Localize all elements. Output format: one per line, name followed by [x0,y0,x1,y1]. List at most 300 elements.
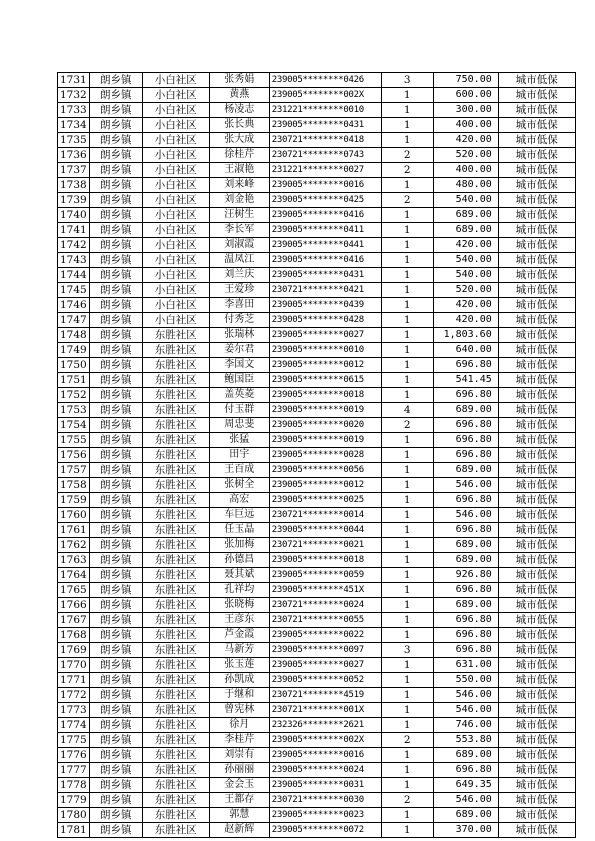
community-cell: 东胜社区 [142,523,209,538]
row-number-cell: 1767 [58,613,90,628]
town-cell: 朗乡镇 [89,178,142,193]
recipient-name-cell: 汪树生 [209,208,269,223]
town-cell: 朗乡镇 [89,418,142,433]
recipient-name-cell: 张玉莲 [209,658,269,673]
assistance-type-cell: 城市低保 [498,118,575,133]
town-cell: 朗乡镇 [89,373,142,388]
amount-cell: 420.00 [433,238,498,253]
id-number-cell: 239005********0023 [269,808,381,823]
table-row [58,688,576,703]
assistance-type-cell: 城市低保 [498,358,575,373]
row-number-cell: 1751 [58,373,90,388]
town-cell: 朗乡镇 [89,358,142,373]
id-number-cell: 239005********0439 [269,298,381,313]
recipient-name-cell: 姜尔君 [209,343,269,358]
id-number-cell: 239005********0016 [269,178,381,193]
table-row [58,553,576,568]
assistance-type-cell: 城市低保 [498,583,575,598]
row-number-cell: 1747 [58,313,90,328]
community-cell: 小白社区 [142,208,209,223]
household-count-cell: 1 [381,823,433,838]
community-cell: 小白社区 [142,298,209,313]
table-row [58,703,576,718]
community-cell: 小白社区 [142,178,209,193]
assistance-type-cell: 城市低保 [498,223,575,238]
id-number-cell: 231221********0010 [269,103,381,118]
town-cell: 朗乡镇 [89,613,142,628]
table-row [58,508,576,523]
assistance-type-cell: 城市低保 [498,373,575,388]
table-row [58,463,576,478]
id-number-cell: 239005********0072 [269,823,381,838]
id-number-cell: 231221********0027 [269,163,381,178]
id-number-cell: 230721********0055 [269,613,381,628]
community-cell: 小白社区 [142,223,209,238]
community-cell: 东胜社区 [142,328,209,343]
recipient-name-cell: 张加梅 [209,538,269,553]
household-count-cell: 1 [381,778,433,793]
recipient-name-cell: 王淑艳 [209,163,269,178]
household-count-cell: 1 [381,238,433,253]
id-number-cell: 239005********002X [269,88,381,103]
table-row [58,493,576,508]
town-cell: 朗乡镇 [89,283,142,298]
town-cell: 朗乡镇 [89,748,142,763]
household-count-cell: 1 [381,208,433,223]
row-number-cell: 1768 [58,628,90,643]
amount-cell: 689.00 [433,403,498,418]
town-cell: 朗乡镇 [89,508,142,523]
community-cell: 东胜社区 [142,628,209,643]
town-cell: 朗乡镇 [89,88,142,103]
assistance-type-cell: 城市低保 [498,808,575,823]
recipient-name-cell: 付秀芝 [209,313,269,328]
household-count-cell: 4 [381,403,433,418]
recipient-name-cell: 张大成 [209,133,269,148]
row-number-cell: 1778 [58,778,90,793]
community-cell: 东胜社区 [142,733,209,748]
table-row [58,613,576,628]
id-number-cell: 239005********0431 [269,118,381,133]
assistance-type-cell: 城市低保 [498,133,575,148]
recipient-name-cell: 张长典 [209,118,269,133]
town-cell: 朗乡镇 [89,688,142,703]
community-cell: 东胜社区 [142,538,209,553]
id-number-cell: 239005********0022 [269,628,381,643]
household-count-cell: 1 [381,598,433,613]
table-row [58,238,576,253]
town-cell: 朗乡镇 [89,133,142,148]
assistance-type-cell: 城市低保 [498,283,575,298]
assistance-type-cell: 城市低保 [498,268,575,283]
assistance-type-cell: 城市低保 [498,253,575,268]
community-cell: 东胜社区 [142,613,209,628]
amount-cell: 300.00 [433,103,498,118]
assistance-type-cell: 城市低保 [498,823,575,838]
table-row [58,733,576,748]
assistance-type-cell: 城市低保 [498,208,575,223]
household-count-cell: 1 [381,688,433,703]
recipient-name-cell: 孙凯成 [209,673,269,688]
amount-cell: 640.00 [433,343,498,358]
table-row [58,328,576,343]
recipient-name-cell: 聂其斌 [209,568,269,583]
recipient-name-cell: 刘金艳 [209,193,269,208]
assistance-type-cell: 城市低保 [498,148,575,163]
row-number-cell: 1741 [58,223,90,238]
amount-cell: 926.80 [433,568,498,583]
amount-cell: 696.80 [433,643,498,658]
assistance-type-cell: 城市低保 [498,448,575,463]
recipient-name-cell: 刘淑霞 [209,238,269,253]
id-number-cell: 239005********0031 [269,778,381,793]
amount-cell: 696.80 [433,358,498,373]
row-number-cell: 1748 [58,328,90,343]
household-count-cell: 1 [381,358,433,373]
row-number-cell: 1746 [58,298,90,313]
id-number-cell: 239005********0019 [269,433,381,448]
community-cell: 东胜社区 [142,463,209,478]
row-number-cell: 1772 [58,688,90,703]
community-cell: 东胜社区 [142,553,209,568]
recipient-name-cell: 王彦东 [209,613,269,628]
id-number-cell: 239005********0012 [269,478,381,493]
town-cell: 朗乡镇 [89,343,142,358]
recipient-name-cell: 金会玉 [209,778,269,793]
table-row [58,88,576,103]
table-row [58,478,576,493]
table-row [58,718,576,733]
town-cell: 朗乡镇 [89,658,142,673]
table-row [58,358,576,373]
town-cell: 朗乡镇 [89,493,142,508]
household-count-cell: 2 [381,793,433,808]
row-number-cell: 1773 [58,703,90,718]
community-cell: 小白社区 [142,103,209,118]
id-number-cell: 230721********0030 [269,793,381,808]
assistance-type-cell: 城市低保 [498,403,575,418]
assistance-type-cell: 城市低保 [498,568,575,583]
table-row [58,628,576,643]
id-number-cell: 239005********0411 [269,223,381,238]
table-row [58,388,576,403]
assistance-type-cell: 城市低保 [498,328,575,343]
community-cell: 东胜社区 [142,583,209,598]
amount-cell: 696.80 [433,523,498,538]
town-cell: 朗乡镇 [89,223,142,238]
town-cell: 朗乡镇 [89,553,142,568]
recipient-name-cell: 马新芳 [209,643,269,658]
amount-cell: 689.00 [433,808,498,823]
assistance-type-cell: 城市低保 [498,508,575,523]
amount-cell: 546.00 [433,703,498,718]
town-cell: 朗乡镇 [89,733,142,748]
amount-cell: 400.00 [433,163,498,178]
recipient-name-cell: 孔祥均 [209,583,269,598]
town-cell: 朗乡镇 [89,148,142,163]
amount-cell: 540.00 [433,268,498,283]
table-row [58,208,576,223]
town-cell: 朗乡镇 [89,433,142,448]
row-number-cell: 1744 [58,268,90,283]
amount-cell: 420.00 [433,298,498,313]
row-number-cell: 1758 [58,478,90,493]
row-number-cell: 1734 [58,118,90,133]
household-count-cell: 1 [381,373,433,388]
amount-cell: 1,803.60 [433,328,498,343]
town-cell: 朗乡镇 [89,643,142,658]
amount-cell: 370.00 [433,823,498,838]
town-cell: 朗乡镇 [89,673,142,688]
row-number-cell: 1763 [58,553,90,568]
household-count-cell: 2 [381,193,433,208]
row-number-cell: 1770 [58,658,90,673]
recipient-name-cell: 车巨远 [209,508,269,523]
community-cell: 东胜社区 [142,568,209,583]
id-number-cell: 239005********0018 [269,388,381,403]
id-number-cell: 239005********0416 [269,208,381,223]
household-count-cell: 1 [381,658,433,673]
table-row [58,643,576,658]
household-count-cell: 1 [381,478,433,493]
town-cell: 朗乡镇 [89,703,142,718]
id-number-cell: 239005********0431 [269,268,381,283]
id-number-cell: 230721********0021 [269,538,381,553]
table-row [58,793,576,808]
table-row [58,763,576,778]
assistance-type-cell: 城市低保 [498,73,575,88]
row-number-cell: 1760 [58,508,90,523]
community-cell: 东胜社区 [142,658,209,673]
household-count-cell: 2 [381,163,433,178]
amount-cell: 546.00 [433,688,498,703]
amount-cell: 696.80 [433,388,498,403]
household-count-cell: 1 [381,298,433,313]
town-cell: 朗乡镇 [89,118,142,133]
community-cell: 东胜社区 [142,448,209,463]
town-cell: 朗乡镇 [89,523,142,538]
community-cell: 东胜社区 [142,388,209,403]
assistance-type-cell: 城市低保 [498,478,575,493]
row-number-cell: 1774 [58,718,90,733]
community-cell: 小白社区 [142,148,209,163]
assistance-type-cell: 城市低保 [498,748,575,763]
household-count-cell: 1 [381,703,433,718]
community-cell: 东胜社区 [142,703,209,718]
row-number-cell: 1752 [58,388,90,403]
recipient-name-cell: 鲍国臣 [209,373,269,388]
amount-cell: 540.00 [433,253,498,268]
community-cell: 东胜社区 [142,373,209,388]
table-row [58,433,576,448]
id-number-cell: 239005********0027 [269,658,381,673]
table-row [58,223,576,238]
id-number-cell: 230721********0024 [269,598,381,613]
recipient-name-cell: 郭慧 [209,808,269,823]
recipient-name-cell: 高宏 [209,493,269,508]
community-cell: 东胜社区 [142,598,209,613]
id-number-cell: 239005********0027 [269,328,381,343]
row-number-cell: 1732 [58,88,90,103]
recipient-name-cell: 李国文 [209,358,269,373]
town-cell: 朗乡镇 [89,568,142,583]
row-number-cell: 1740 [58,208,90,223]
id-number-cell: 239005********0416 [269,253,381,268]
table-row [58,313,576,328]
table-row [58,118,576,133]
household-count-cell: 1 [381,748,433,763]
town-cell: 朗乡镇 [89,718,142,733]
row-number-cell: 1742 [58,238,90,253]
amount-cell: 600.00 [433,88,498,103]
community-cell: 东胜社区 [142,748,209,763]
recipient-name-cell: 张猛 [209,433,269,448]
household-count-cell: 1 [381,283,433,298]
row-number-cell: 1749 [58,343,90,358]
id-number-cell: 239005********0425 [269,193,381,208]
table-row [58,523,576,538]
recipient-name-cell: 刘来峰 [209,178,269,193]
household-count-cell: 1 [381,328,433,343]
table-row [58,823,576,838]
id-number-cell: 239005********0097 [269,643,381,658]
table-row [58,778,576,793]
row-number-cell: 1754 [58,418,90,433]
assistance-type-cell: 城市低保 [498,598,575,613]
row-number-cell: 1757 [58,463,90,478]
id-number-cell: 230721********4519 [269,688,381,703]
town-cell: 朗乡镇 [89,313,142,328]
id-number-cell: 239005********0025 [269,493,381,508]
row-number-cell: 1766 [58,598,90,613]
amount-cell: 649.35 [433,778,498,793]
id-number-cell: 232326********2621 [269,718,381,733]
community-cell: 东胜社区 [142,793,209,808]
id-number-cell: 239005********0016 [269,748,381,763]
household-count-cell: 1 [381,568,433,583]
town-cell: 朗乡镇 [89,823,142,838]
household-count-cell: 2 [381,733,433,748]
recipient-name-cell: 赵新辉 [209,823,269,838]
household-count-cell: 1 [381,583,433,598]
id-number-cell: 239005********0052 [269,673,381,688]
assistance-type-cell: 城市低保 [498,313,575,328]
assistance-type-cell: 城市低保 [498,433,575,448]
recipient-name-cell: 徐桂芹 [209,148,269,163]
table-row [58,268,576,283]
household-count-cell: 1 [381,553,433,568]
recipient-name-cell: 李长军 [209,223,269,238]
assistance-type-cell: 城市低保 [498,343,575,358]
table-row [58,373,576,388]
table-row [58,538,576,553]
community-cell: 小白社区 [142,268,209,283]
recipient-name-cell: 李喜田 [209,298,269,313]
recipient-name-cell: 王爱珍 [209,283,269,298]
community-cell: 东胜社区 [142,808,209,823]
town-cell: 朗乡镇 [89,193,142,208]
recipient-name-cell: 付玉群 [209,403,269,418]
id-number-cell: 230721********0014 [269,508,381,523]
table-row [58,808,576,823]
assistance-type-cell: 城市低保 [498,298,575,313]
community-cell: 小白社区 [142,88,209,103]
row-number-cell: 1753 [58,403,90,418]
town-cell: 朗乡镇 [89,388,142,403]
recipient-name-cell: 王都存 [209,793,269,808]
household-count-cell: 1 [381,508,433,523]
household-count-cell: 1 [381,313,433,328]
row-number-cell: 1755 [58,433,90,448]
household-count-cell: 1 [381,763,433,778]
id-number-cell: 239005********0018 [269,553,381,568]
assistance-type-cell: 城市低保 [498,178,575,193]
assistance-type-cell: 城市低保 [498,193,575,208]
town-cell: 朗乡镇 [89,73,142,88]
assistance-type-cell: 城市低保 [498,778,575,793]
amount-cell: 696.80 [433,418,498,433]
amount-cell: 546.00 [433,793,498,808]
town-cell: 朗乡镇 [89,598,142,613]
assistance-type-cell: 城市低保 [498,88,575,103]
assistance-type-cell: 城市低保 [498,553,575,568]
table-row [58,343,576,358]
row-number-cell: 1736 [58,148,90,163]
household-count-cell: 1 [381,268,433,283]
household-count-cell: 1 [381,103,433,118]
amount-cell: 696.80 [433,763,498,778]
town-cell: 朗乡镇 [89,808,142,823]
assistance-type-cell: 城市低保 [498,463,575,478]
community-cell: 小白社区 [142,118,209,133]
recipient-name-cell: 刘兰庆 [209,268,269,283]
recipient-name-cell: 曾宪林 [209,703,269,718]
town-cell: 朗乡镇 [89,628,142,643]
community-cell: 东胜社区 [142,403,209,418]
assistance-type-cell: 城市低保 [498,388,575,403]
amount-cell: 750.00 [433,73,498,88]
town-cell: 朗乡镇 [89,763,142,778]
amount-cell: 689.00 [433,598,498,613]
amount-cell: 480.00 [433,178,498,193]
community-cell: 东胜社区 [142,478,209,493]
recipient-name-cell: 李桂芹 [209,733,269,748]
id-number-cell: 230721********001X [269,703,381,718]
town-cell: 朗乡镇 [89,448,142,463]
community-cell: 小白社区 [142,73,209,88]
row-number-cell: 1733 [58,103,90,118]
row-number-cell: 1777 [58,763,90,778]
recipient-name-cell: 刘崇有 [209,748,269,763]
assistance-type-cell: 城市低保 [498,163,575,178]
town-cell: 朗乡镇 [89,208,142,223]
amount-cell: 553.80 [433,733,498,748]
household-count-cell: 1 [381,448,433,463]
row-number-cell: 1750 [58,358,90,373]
town-cell: 朗乡镇 [89,253,142,268]
recipient-name-cell: 盖英菱 [209,388,269,403]
amount-cell: 696.80 [433,628,498,643]
id-number-cell: 239005********0426 [269,73,381,88]
household-count-cell: 1 [381,808,433,823]
relief-roster-sheet [57,72,576,838]
community-cell: 东胜社区 [142,718,209,733]
community-cell: 东胜社区 [142,493,209,508]
town-cell: 朗乡镇 [89,328,142,343]
town-cell: 朗乡镇 [89,268,142,283]
id-number-cell: 239005********0020 [269,418,381,433]
id-number-cell: 239005********451X [269,583,381,598]
